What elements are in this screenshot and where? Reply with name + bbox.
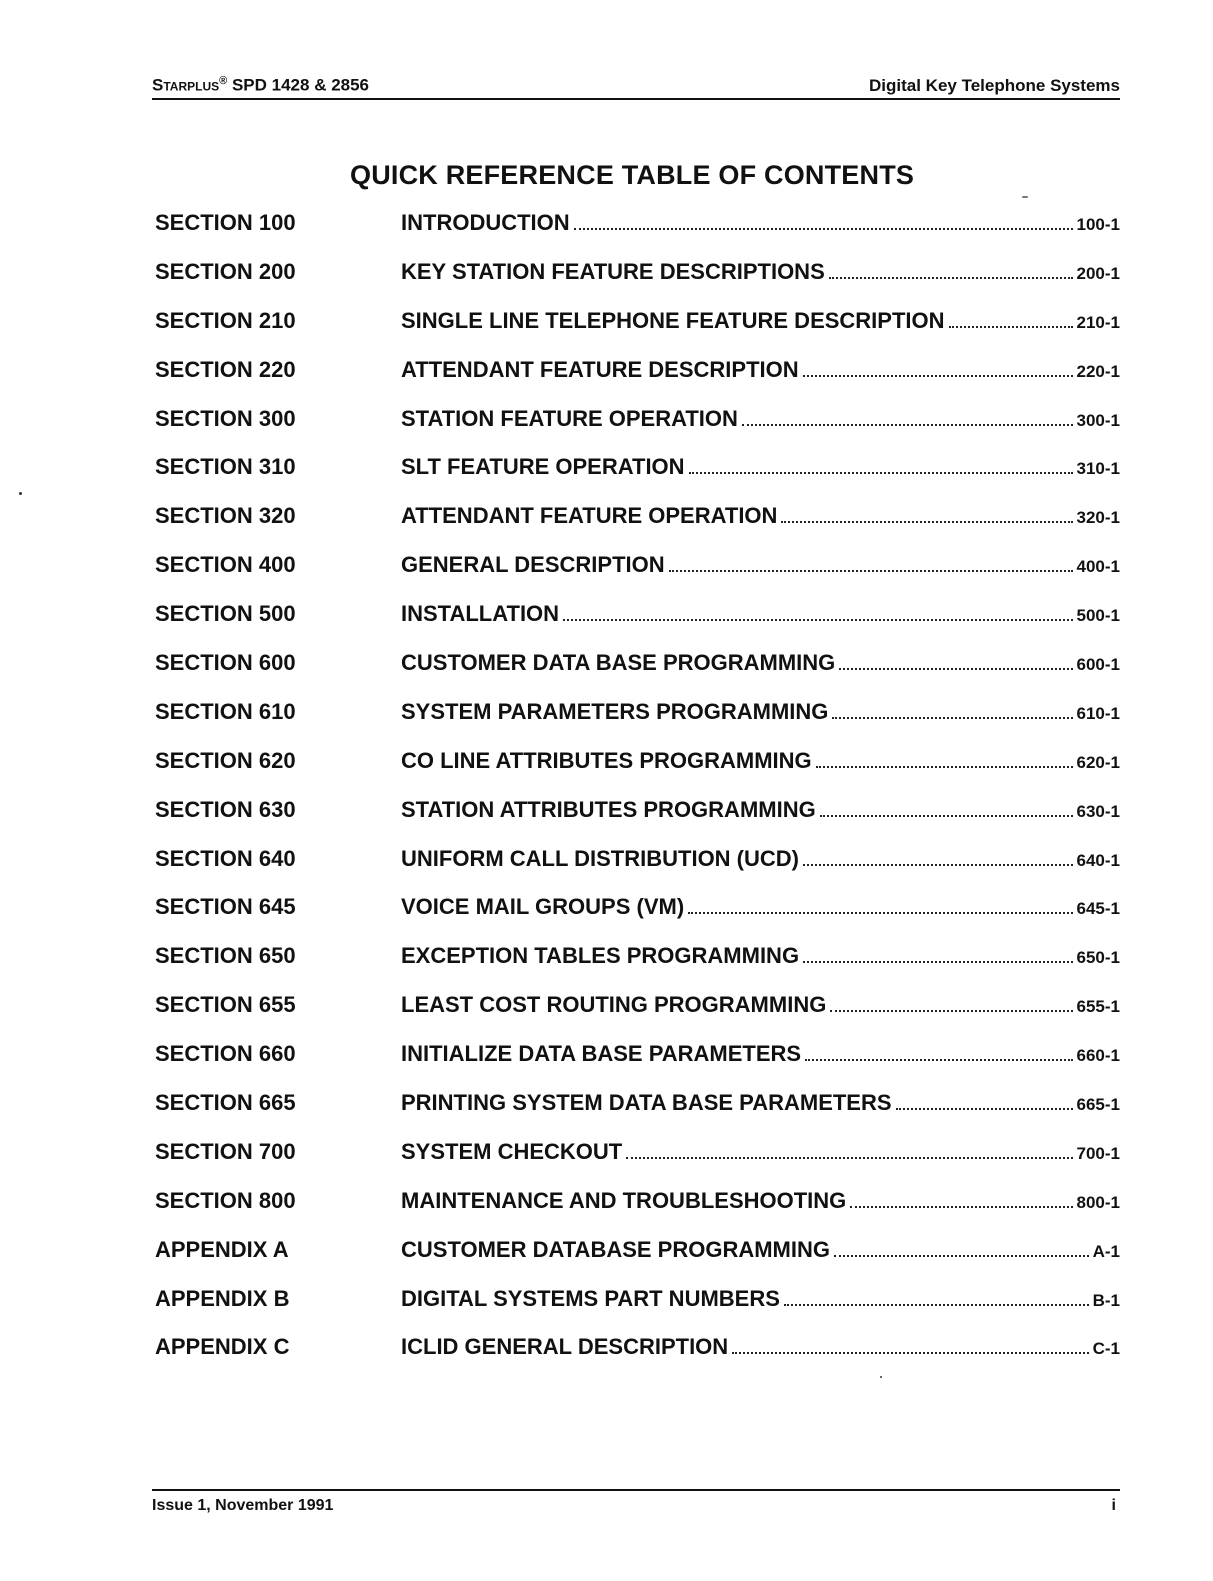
toc-entry-title: SLT FEATURE OPERATION — [401, 454, 685, 480]
toc-row — [155, 451, 1120, 500]
toc-entry-title: CUSTOMER DATA BASE PROGRAMMING — [401, 650, 836, 676]
toc-leader-dots — [839, 667, 1072, 670]
scan-speck — [19, 492, 22, 495]
toc-entry-title: VOICE MAIL GROUPS (VM) — [401, 894, 685, 920]
toc-entry-title: STATION FEATURE OPERATION — [401, 405, 738, 431]
toc-entry-title: ATTENDANT FEATURE OPERATION — [401, 503, 778, 529]
footer-issue: Issue 1, November 1991 — [152, 1497, 334, 1514]
toc-section-label: SECTION 220 — [155, 356, 296, 382]
page-title: QUICK REFERENCE TABLE OF CONTENTS — [350, 160, 915, 190]
toc-page-number: 800-1 — [1076, 1192, 1120, 1212]
toc-entry-title: ATTENDANT FEATURE DESCRIPTION — [401, 356, 799, 382]
toc-page-number: 700-1 — [1076, 1143, 1120, 1163]
toc-page-number: 320-1 — [1076, 508, 1120, 528]
toc-leader-dots — [669, 569, 1073, 572]
toc-leader-dots — [832, 716, 1072, 719]
toc-leader-dots — [781, 520, 1072, 523]
toc-entry — [401, 500, 1120, 529]
toc-entry-title: PRINTING SYSTEM DATA BASE PARAMETERS — [401, 1090, 892, 1116]
toc-leader-dots — [830, 1009, 1072, 1012]
toc-page-number: 600-1 — [1076, 655, 1120, 675]
toc-entry — [401, 1283, 1120, 1312]
toc-entry-title: DIGITAL SYSTEMS PART NUMBERS — [401, 1285, 780, 1311]
toc-leader-dots — [688, 911, 1072, 914]
toc-entry-title: LEAST COST ROUTING PROGRAMMING — [401, 992, 827, 1018]
toc-row — [155, 549, 1120, 598]
toc-section-label: SECTION 400 — [155, 552, 296, 578]
toc-entry-title: INTRODUCTION — [401, 210, 570, 235]
toc-page-number: 220-1 — [1076, 361, 1120, 381]
toc-section-label: SECTION 210 — [155, 307, 296, 333]
toc-leader-dots — [805, 1058, 1072, 1061]
toc-row — [155, 1234, 1120, 1283]
toc-section-label: SECTION 600 — [155, 650, 296, 676]
toc-entry-title: SINGLE LINE TELEPHONE FEATURE DESCRIPTION — [401, 307, 945, 333]
toc-leader-dots — [820, 814, 1073, 817]
toc-section-label: SECTION 665 — [155, 1090, 296, 1116]
toc-section-label: SECTION 620 — [155, 747, 296, 773]
toc-section-label: SECTION 800 — [155, 1187, 296, 1213]
toc-page-number: 620-1 — [1076, 752, 1120, 772]
toc-entry-title: INITIALIZE DATA BASE PARAMETERS — [401, 1041, 802, 1067]
toc-entry — [401, 891, 1120, 920]
toc-page-number: 200-1 — [1076, 263, 1120, 283]
toc-section-label: SECTION 500 — [155, 601, 296, 627]
toc-section-label: SECTION 640 — [155, 845, 296, 871]
toc-section-label: SECTION 645 — [155, 894, 296, 920]
toc-page-number: 300-1 — [1076, 410, 1120, 430]
toc-row — [155, 207, 1120, 256]
toc-row — [155, 843, 1120, 892]
toc-section-label: SECTION 610 — [155, 698, 296, 724]
header-system-title: Digital Key Telephone Systems — [869, 76, 1120, 95]
toc-entry-title: UNIFORM CALL DISTRIBUTION (UCD) — [401, 845, 799, 871]
toc-entry-title: SYSTEM PARAMETERS PROGRAMMING — [401, 698, 829, 724]
toc-section-label: SECTION 660 — [155, 1041, 296, 1067]
toc-page-number: 500-1 — [1076, 606, 1120, 626]
toc-leader-dots — [563, 618, 1072, 621]
toc-row — [155, 1038, 1120, 1087]
registered-mark: ® — [219, 75, 228, 88]
page-footer — [152, 1489, 1120, 1517]
toc-page-number: A-1 — [1092, 1241, 1120, 1261]
toc-entry — [401, 989, 1120, 1018]
toc-section-label: SECTION 650 — [155, 943, 296, 969]
toc-row — [155, 745, 1120, 794]
toc-entry — [401, 354, 1120, 383]
toc-entry — [401, 207, 1120, 236]
toc-section-label: SECTION 100 — [155, 210, 296, 235]
toc-entry-title: INSTALLATION — [401, 601, 560, 627]
toc-row — [155, 794, 1120, 843]
toc-entry — [401, 696, 1120, 725]
toc-entry — [401, 256, 1120, 285]
toc-entry — [401, 940, 1120, 969]
toc-section-label: APPENDIX B — [155, 1285, 290, 1311]
header-model: SPD 1428 & 2856 — [231, 76, 370, 95]
toc-section-label: SECTION 200 — [155, 258, 296, 284]
toc-row — [155, 305, 1120, 354]
toc-leader-dots — [803, 863, 1073, 866]
toc-leader-dots — [626, 1156, 1072, 1159]
toc-page-number: 665-1 — [1076, 1095, 1120, 1115]
toc-entry — [401, 1038, 1120, 1067]
toc-row — [155, 256, 1120, 305]
toc-section-label: APPENDIX A — [155, 1236, 289, 1262]
page-header — [152, 70, 1120, 100]
toc-entry — [401, 1185, 1120, 1214]
toc-row — [155, 891, 1120, 940]
toc-entry — [401, 403, 1120, 432]
toc-entry-title: EXCEPTION TABLES PROGRAMMING — [401, 943, 800, 969]
toc-page-number: 650-1 — [1076, 948, 1120, 968]
toc-entry — [401, 1234, 1120, 1263]
toc-row — [155, 1136, 1120, 1185]
toc-page-number: 640-1 — [1076, 850, 1120, 870]
toc-page-number: 660-1 — [1076, 1046, 1120, 1066]
toc-row — [155, 598, 1120, 647]
toc-page-number: 400-1 — [1076, 557, 1120, 577]
toc-row — [155, 647, 1120, 696]
toc-entry — [401, 598, 1120, 627]
toc-entry — [401, 549, 1120, 578]
toc-section-label: SECTION 310 — [155, 454, 296, 480]
toc-page-number: 100-1 — [1076, 215, 1120, 234]
toc-entry — [401, 1136, 1120, 1165]
toc-row — [155, 1283, 1120, 1332]
toc-entry — [401, 305, 1120, 334]
toc-row — [155, 403, 1120, 452]
toc-leader-dots — [742, 423, 1073, 426]
toc-leader-dots — [850, 1205, 1072, 1208]
toc-entry — [401, 843, 1120, 872]
toc-entry — [401, 1331, 1120, 1360]
toc-entry — [401, 1087, 1120, 1116]
toc-entry — [401, 794, 1120, 823]
toc-row — [155, 354, 1120, 403]
toc-row — [155, 989, 1120, 1038]
toc-leader-dots — [949, 325, 1073, 328]
toc-page-number: 645-1 — [1076, 899, 1120, 919]
toc-page-number: B-1 — [1092, 1290, 1120, 1310]
header-brand: Starplus — [152, 76, 220, 95]
toc-leader-dots — [896, 1107, 1073, 1110]
toc-entry-title: STATION ATTRIBUTES PROGRAMMING — [401, 796, 816, 822]
toc-entry-title: ICLID GENERAL DESCRIPTION — [401, 1334, 729, 1360]
toc-page-number: 310-1 — [1076, 459, 1120, 479]
toc-entry-title: CO LINE ATTRIBUTES PROGRAMMING — [401, 747, 812, 773]
toc-leader-dots — [834, 1254, 1089, 1257]
toc-page-number: 210-1 — [1076, 312, 1120, 332]
toc-leader-dots — [574, 227, 1073, 230]
table-of-contents — [155, 207, 1120, 1380]
toc-entry-title: SYSTEM CHECKOUT — [401, 1138, 623, 1164]
toc-leader-dots — [689, 471, 1073, 474]
toc-row — [155, 500, 1120, 549]
toc-leader-dots — [732, 1351, 1088, 1354]
toc-row — [155, 696, 1120, 745]
toc-section-label: APPENDIX C — [155, 1334, 290, 1360]
toc-leader-dots — [803, 374, 1073, 377]
toc-page-number: 630-1 — [1076, 801, 1120, 821]
toc-row — [155, 1087, 1120, 1136]
toc-leader-dots — [784, 1303, 1089, 1306]
header-product — [152, 75, 369, 96]
toc-row — [155, 1185, 1120, 1234]
toc-page-number: 610-1 — [1076, 703, 1120, 723]
toc-page-number: 655-1 — [1076, 997, 1120, 1017]
toc-leader-dots — [816, 765, 1073, 768]
toc-leader-dots — [829, 276, 1073, 279]
toc-entry — [401, 451, 1120, 480]
toc-row — [155, 1331, 1120, 1380]
toc-page-number: C-1 — [1092, 1339, 1120, 1359]
scan-speck — [1022, 196, 1028, 198]
footer-page-number: i — [1111, 1497, 1116, 1514]
toc-entry-title: KEY STATION FEATURE DESCRIPTIONS — [401, 258, 825, 284]
toc-section-label: SECTION 630 — [155, 796, 296, 822]
toc-entry-title: MAINTENANCE AND TROUBLESHOOTING — [401, 1187, 847, 1213]
scan-speck — [880, 1376, 882, 1378]
toc-section-label: SECTION 300 — [155, 405, 296, 431]
toc-entry-title: GENERAL DESCRIPTION — [401, 552, 665, 578]
toc-entry — [401, 745, 1120, 774]
toc-section-label: SECTION 320 — [155, 503, 296, 529]
toc-entry-title: CUSTOMER DATABASE PROGRAMMING — [401, 1236, 830, 1262]
toc-section-label: SECTION 700 — [155, 1138, 296, 1164]
toc-leader-dots — [803, 960, 1072, 963]
toc-section-label: SECTION 655 — [155, 992, 296, 1018]
toc-row — [155, 940, 1120, 989]
toc-entry — [401, 647, 1120, 676]
